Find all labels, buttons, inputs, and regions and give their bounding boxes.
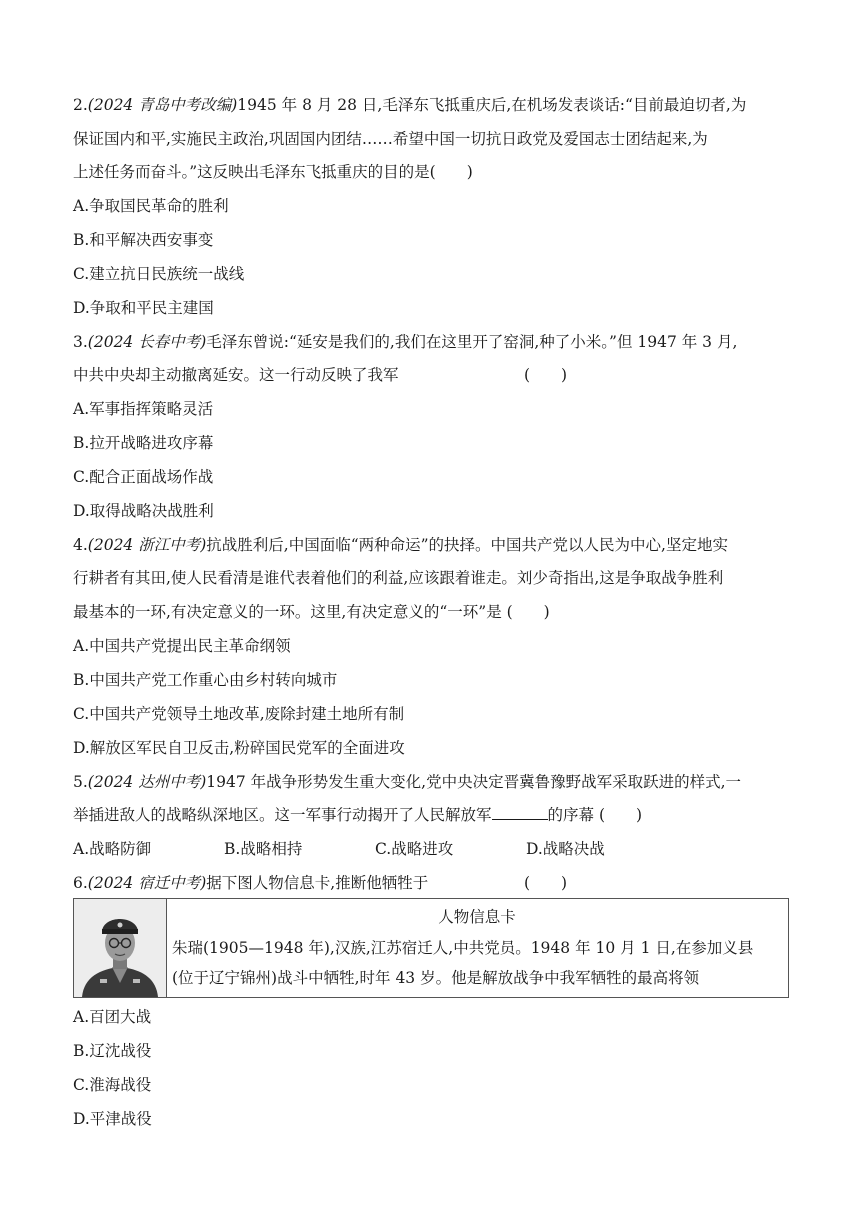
card-title: 人物信息卡	[438, 908, 516, 926]
q6-line-1	[73, 871, 428, 895]
q2-text-1: 1945 年 8 月 28 日,毛泽东飞抵重庆后,在机场发表谈话:“目前最迫切者,为	[237, 96, 747, 114]
q3-option-a: A.军事指挥策略灵活	[73, 400, 214, 418]
q6-number: 6.	[73, 874, 88, 892]
q6-option-a: A.百团大战	[73, 1008, 152, 1026]
q3-text-1: 毛泽东曾说:“延安是我们的,我们在这里开了窑洞,种了小米。”但 1947 年 3 月,	[206, 333, 738, 351]
q3-line-2	[73, 363, 399, 387]
q3-source: (2024 长春中考)	[87, 333, 207, 351]
q5-option-d: D.战略决战	[526, 840, 605, 858]
q5-text-tail: 的序幕 ( )	[547, 806, 643, 824]
q5-options-row	[73, 837, 789, 861]
q3-line-1	[73, 330, 737, 354]
q5-line-1	[73, 770, 741, 794]
q6-answer-paren: ( )	[524, 874, 568, 892]
q3-option-d: D.取得战略决战胜利	[73, 502, 214, 520]
q4-line-3: 最基本的一环,有决定意义的一环。这里,有决定意义的“一环”是 ( )	[73, 603, 550, 621]
q5-number: 5.	[73, 773, 88, 791]
q4-option-a: A.中国共产党提出民主革命纲领	[73, 637, 291, 655]
q3-text-2: 中共中央却主动撤离延安。这一行动反映了我军	[73, 366, 399, 384]
portrait-image	[74, 899, 166, 997]
q2-option-a: A.争取国民革命的胜利	[73, 197, 229, 215]
card-text-2: (位于辽宁锦州)战斗中牺牲,时年 43 岁。他是解放战争中我军牺牲的最高将领	[172, 969, 700, 987]
q2-option-d: D.争取和平民主建国	[73, 299, 214, 317]
q6-source: (2024 宿迁中考)	[87, 874, 207, 892]
q6-text-1: 据下图人物信息卡,推断他牺牲于	[206, 874, 429, 892]
q3-option-b: B.拉开战略进攻序幕	[73, 434, 214, 452]
q5-text-2: 举插进敌人的战略纵深地区。这一军事行动揭开了人民解放军	[73, 806, 492, 824]
q2-line-3: 上述任务而奋斗。”这反映出毛泽东飞抵重庆的目的是( )	[73, 163, 473, 181]
q2-number: 2.	[73, 96, 88, 114]
q5-source: (2024 达州中考)	[87, 773, 207, 791]
q2-option-c: C.建立抗日民族统一战线	[73, 265, 245, 283]
q4-line-1	[73, 533, 728, 557]
person-info-card	[73, 898, 789, 998]
portrait-photo	[74, 899, 167, 997]
q2-line-2: 保证国内和平,实施民主政治,巩固国内团结……希望中国一切抗日政党及爱国志士团结起来,为	[73, 130, 708, 148]
q5-text-1: 1947 年战争形势发生重大变化,党中央决定晋冀鲁豫野战军采取跃进的样式,一	[206, 773, 741, 791]
q6-option-c: C.淮海战役	[73, 1076, 152, 1094]
q4-text-1: 抗战胜利后,中国面临“两种命运”的抉择。中国共产党以人民为中心,坚定地实	[206, 536, 728, 554]
q4-line-2: 行耕者有其田,使人民看清是谁代表着他们的利益,应该跟着谁走。刘少奇指出,这是争取战争胜利	[73, 569, 724, 587]
q6-option-b: B.辽沈战役	[73, 1042, 152, 1060]
q5-fill-blank	[492, 805, 548, 820]
q5-line-2	[73, 803, 642, 827]
q5-option-a: A.战略防御	[73, 840, 152, 858]
q4-number: 4.	[73, 536, 88, 554]
q5-option-b: B.战略相持	[224, 840, 303, 858]
q4-option-d: D.解放区军民自卫反击,粉碎国民党军的全面进攻	[73, 739, 405, 757]
q2-line-1	[73, 93, 746, 117]
q3-option-c: C.配合正面战场作战	[73, 468, 214, 486]
q2-source: (2024 青岛中考改编)	[87, 96, 238, 114]
q3-answer-paren: ( )	[524, 366, 568, 384]
q3-number: 3.	[73, 333, 88, 351]
q6-option-d: D.平津战役	[73, 1110, 152, 1128]
q2-option-b: B.和平解决西安事变	[73, 231, 214, 249]
q4-option-c: C.中国共产党领导土地改革,废除封建土地所有制	[73, 705, 405, 723]
q4-source: (2024 浙江中考)	[87, 536, 207, 554]
card-text-1: 朱瑞(1905—1948 年),汉族,江苏宿迁人,中共党员。1948 年 10 月 1 日,在参加义县	[172, 939, 754, 957]
q5-option-c: C.战略进攻	[375, 840, 454, 858]
q4-option-b: B.中国共产党工作重心由乡村转向城市	[73, 671, 338, 689]
